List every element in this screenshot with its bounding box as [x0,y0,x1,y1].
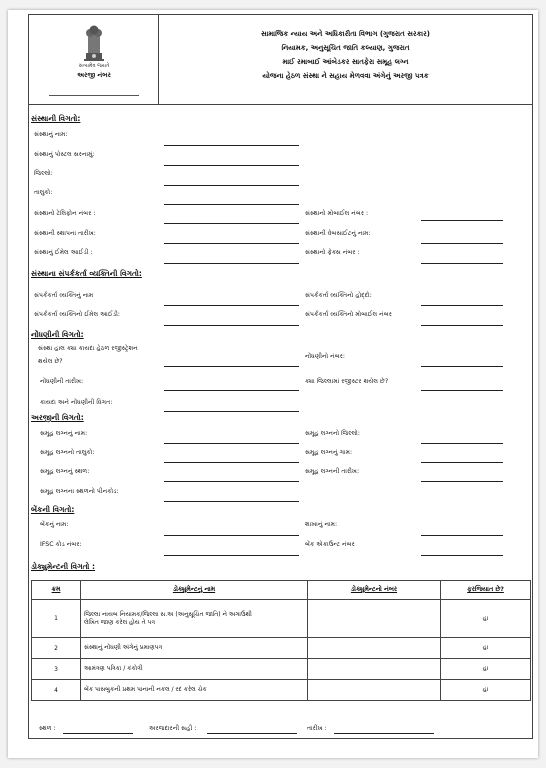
row-document-number[interactable] [308,600,441,638]
registration-act-label-cont: થયેલ છે? [38,358,63,365]
section-registration: નોંધણીની વિગતો: [31,330,84,339]
establishment-date-field[interactable] [164,243,299,244]
documents-table [31,580,531,701]
place-label: સ્થળ : [39,725,56,732]
table-row [32,638,531,659]
col-document-name: ડોક્યુમેન્ટનું નામ [81,581,308,600]
department-title: સામાજિક ન્યાય અને અધિકારીતા વિભાગ (ગુજરાત સરકાર) [261,30,430,38]
website-field[interactable] [421,243,503,244]
wedding-village-field[interactable] [421,462,503,463]
contact-post-field[interactable] [421,305,503,306]
wedding-pincode-field[interactable] [164,501,299,502]
taluka-label: તાલુકો: [34,189,53,196]
registration-act-field[interactable] [164,366,299,367]
section-bank: બેંકની વિગતો: [31,505,75,514]
telephone-field[interactable] [164,223,299,224]
table-row [32,600,531,638]
row-document-number[interactable] [308,659,441,680]
row-required: હા [441,600,531,638]
national-emblem-icon [76,23,112,63]
branch-name-field[interactable] [421,535,503,536]
application-number-field[interactable] [49,95,139,96]
wedding-village-label: સમૂહ લગ્નનું ગામ: [305,449,353,456]
mobile-field[interactable] [421,220,503,221]
contact-mobile-field[interactable] [421,325,503,326]
establishment-date-label: સંસ્થાની સ્થાપના તારીખ: [34,230,96,237]
directorate-title: નિયામક, અનુસૂચિત જાતિ કલ્યાણ, ગુજરાત [281,44,410,52]
row-required: હા [441,680,531,701]
row-required: હા [441,659,531,680]
wedding-name-label: સમૂહ લગ્નનું નામ: [40,430,88,437]
mobile-label: સંસ્થાનો મોબાઈલ નંબર : [305,210,369,217]
row-document-number[interactable] [308,638,441,659]
contact-mobile-label: સંપર્કકર્તા વ્યક્તિનો મોબાઈલ નંબર [305,311,392,318]
row-serial: 1 [32,600,81,638]
wedding-district-label: સમૂહ લગ્નનો જિલ્લો: [305,430,360,437]
col-serial: ક્રમ [32,581,81,600]
ifsc-field[interactable] [164,555,299,556]
header-left-box [29,15,159,105]
wedding-taluka-label: સમૂહ લગ્નનો તાલુકો: [40,449,95,456]
ifsc-label: IFSC કોડ નંબર: [40,541,82,548]
date-label: તારીખ : [307,725,327,732]
telephone-label: સંસ્થાનો ટેલિફોન નંબર : [34,210,96,217]
section-documents: ડોક્યુમેન્ટની વિગતો : [31,562,96,571]
institution-name-label: સંસ્થાનું નામ: [34,131,68,138]
wedding-date-field[interactable] [421,481,503,482]
row-serial: 4 [32,680,81,701]
website-label: સંસ્થાની વેબસાઈટનું નામ: [305,230,371,237]
wedding-pincode-label: સમૂહ લગ્નના સ્થળનો પીનકોડ: [40,488,119,495]
email-field[interactable] [164,263,299,264]
signature-label: અરજદારની સહી : [149,725,197,732]
registration-district-label: ક્યા જિલ્લામાં રજીસ્ટર થયેલ છે? [305,378,389,385]
registration-number-field[interactable] [421,366,503,367]
registration-date-label: નોંધણીની તારીખ: [40,378,84,385]
table-row [32,659,531,680]
form-title: યોજના હેઠળ સંસ્થા ને સહાય મેળવવા અંગેનું અરજી પત્રક [262,72,429,80]
account-number-field[interactable] [421,555,503,556]
registration-detail-label: કાયદા અને નોંધણીની વિગત: [40,399,113,406]
row-document-name: આમંત્રણ પત્રિકા / કંકોત્રી [81,659,308,680]
row-serial: 2 [32,638,81,659]
wedding-place-field[interactable] [164,481,299,482]
header-title-box [159,15,532,105]
emblem-motto: સત્યમેવ જયતે [78,63,110,69]
row-serial: 3 [32,659,81,680]
email-label: સંસ્થાનું ઈમેલ આઈડી : [34,249,93,256]
contact-email-field[interactable] [164,325,299,326]
row-document-name: સંસ્થાનું નોંધણી અંગેનું પ્રમાણપત્ર [81,638,308,659]
row-document-name: બેંક પાસબુકની પ્રથમ પાનાની નકલ / રદ કરેલ ચેક [81,680,308,701]
fax-label: સંસ્થાનો ફેક્સ નંબર : [305,249,360,256]
wedding-taluka-field[interactable] [164,462,299,463]
row-required: હા [441,638,531,659]
scheme-title: માઈ રમાબાઈ આંબેડકર સાતફેરા સમૂહ લગ્ન [282,58,409,66]
date-field[interactable] [334,733,434,734]
account-number-label: બેંક એકાઉન્ટ નંબર [305,541,355,548]
col-document-number: ડોક્યુમેન્ટનો નંબર [308,581,441,600]
contact-name-label: સંપર્કકર્તા વ્યક્તિનું નામ [34,292,94,299]
place-field[interactable] [63,733,133,734]
district-field[interactable] [164,185,299,186]
registration-detail-field[interactable] [164,411,299,412]
wedding-date-label: સમૂહ લગ્નની તારીખ: [305,468,360,475]
wedding-place-label: સમૂહ લગ્નનું સ્થળ: [40,468,90,475]
section-institution: સંસ્થાની વિગતો: [31,114,81,123]
registration-district-field[interactable] [421,390,503,391]
registration-date-field[interactable] [164,390,299,391]
section-contact-person: સંસ્થાના સંપર્કકર્તા વ્યક્તિની વિગતો: [31,269,142,278]
contact-email-label: સંપર્કકર્તા વ્યક્તિનો ઈમેલ આઈડી: [34,311,121,318]
documents-table-header [32,581,531,600]
institution-address-field[interactable] [164,165,299,166]
institution-name-field[interactable] [164,145,299,146]
application-form [28,14,533,739]
registration-number-label: નોંધણીનો નંબર: [305,353,346,360]
bank-name-label: બેંકનું નામ: [40,521,69,528]
branch-name-label: શાખાનું નામ: [305,521,338,528]
row-document-name-line: લેખિત જાણ કરેલ હોય તે પત્ર [84,618,156,626]
wedding-district-field[interactable] [421,443,503,444]
fax-field[interactable] [421,263,503,264]
institution-address-label: સંસ્થાનું પોસ્ટલ સરનામું: [34,151,95,158]
bank-name-field[interactable] [164,535,299,536]
row-document-name-line: જિલ્લા નાયબ નિયામક/જિલ્લા સ.અ (અનુસૂચિત જાતિ) ને અગાઉથી [84,610,252,618]
taluka-field[interactable] [164,204,299,205]
signature-field[interactable] [207,733,297,734]
application-number-label: અરજી નંબર [77,71,111,79]
section-application: અરજીની વિગતો: [31,413,84,422]
table-row [32,680,531,701]
row-document-name [81,600,308,638]
registration-act-label: સંસ્થા હાલ ક્યા કાયદા હેઠળ રજીસ્ટ્રેશન [38,345,138,352]
col-required: ફરજિયાત છે? [441,581,531,600]
contact-name-field[interactable] [164,305,299,306]
district-label: જિલ્લો: [34,170,53,177]
row-document-number[interactable] [308,680,441,701]
contact-post-label: સંપર્કકર્તા વ્યક્તિનો હોદ્દો: [305,292,372,299]
wedding-name-field[interactable] [164,443,299,444]
